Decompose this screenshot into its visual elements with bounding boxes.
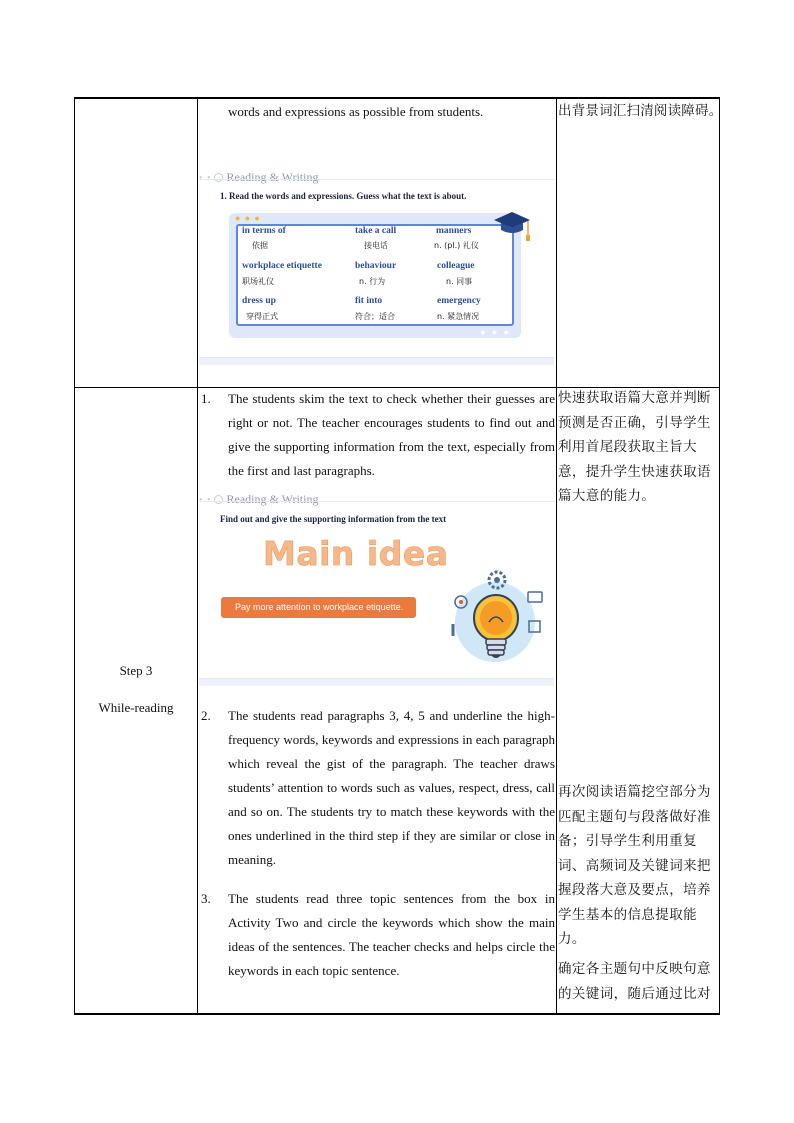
vocab-meaning: n. (pl.) 礼仪 bbox=[434, 241, 479, 250]
vocab-meaning: n. 紧急情况 bbox=[437, 312, 480, 321]
window-dots: ● ● ● bbox=[235, 213, 261, 223]
activity-number: 3. bbox=[201, 891, 211, 906]
window-dots: ● ● ● bbox=[480, 327, 511, 337]
column-divider-2 bbox=[556, 99, 557, 1013]
column-divider-1 bbox=[197, 99, 198, 1013]
lesson-plan-table bbox=[74, 97, 723, 1015]
circle-icon bbox=[214, 173, 223, 182]
vocabulary-box bbox=[229, 213, 521, 338]
step-name: While-reading bbox=[98, 700, 174, 715]
vocab-word: manners bbox=[436, 226, 472, 236]
vocab-meaning: 依据 bbox=[252, 241, 268, 250]
step-number: Step 3 bbox=[119, 663, 153, 678]
main-idea-answer: Pay more attention to workplace etiquette. bbox=[221, 597, 416, 618]
row1-notes: 出背景词汇扫清阅读障碍。 bbox=[558, 103, 723, 119]
vocabulary-slide bbox=[199, 172, 554, 365]
vocab-word: in terms of bbox=[242, 226, 286, 236]
vocab-meaning: 穿得正式 bbox=[246, 312, 278, 321]
slide-header: • • Reading & Writing bbox=[199, 494, 319, 506]
vocab-meaning: 职场礼仪 bbox=[242, 277, 274, 286]
slide-instruction: Find out and give the supporting information from the text bbox=[220, 514, 447, 524]
activity-text: The students skim the text to check whether their guesses are right or not. The teacher encourages students to find out and give the supporting information from the text, especially from the first and last paragraphs. bbox=[228, 391, 555, 478]
vocab-word: take a call bbox=[355, 226, 397, 236]
main-idea-title: Main idea bbox=[263, 534, 449, 573]
vocab-word: behaviour bbox=[355, 261, 397, 271]
vocab-meaning: 接电话 bbox=[364, 241, 388, 250]
main-idea-slide bbox=[199, 494, 554, 686]
vocab-meaning: n. 行为 bbox=[359, 277, 386, 286]
vocab-word: fit into bbox=[355, 296, 383, 306]
vocab-meaning: 符合；适合 bbox=[355, 312, 395, 321]
vocab-word: dress up bbox=[242, 296, 276, 306]
vocab-word: workplace etiquette bbox=[242, 261, 322, 271]
notes-paragraph-1: 快速获取语篇大意并判断预测是否正确，引导学生利用首尾段获取主旨大意，提升学生快速获取语篇大意的能力。 bbox=[558, 390, 711, 504]
notes-paragraph-2: 再次阅读语篇挖空部分为匹配主题句与段落做好准备；引导学生利用重复词、高频词及关键词来把握段落大意及要点，培养学生基本的信息提取能力。 bbox=[558, 784, 711, 947]
graduation-cap-icon bbox=[492, 208, 532, 244]
activity-text: The students read three topic sentences from the box in Activity Two and circle the keywords which show the main ideas of the sentences. The teacher checks and helps circle the keywords in each topic sentence. bbox=[228, 891, 555, 978]
notes-paragraph-3: 确定各主题句中反映句意的关键词，随后通过比对 bbox=[558, 961, 711, 1002]
row1-text: words and expressions as possible from students. bbox=[228, 104, 484, 119]
slide-instruction: 1. Read the words and expressions. Guess what the text is about. bbox=[220, 191, 467, 201]
vocab-meaning: n. 同事 bbox=[446, 277, 473, 286]
activity-number: 1. bbox=[201, 391, 211, 406]
activity-number: 2. bbox=[201, 708, 211, 723]
vocab-word: colleague bbox=[437, 261, 475, 271]
slide-header: • • Reading & Writing bbox=[199, 172, 319, 184]
activity-text: The students read paragraphs 3, 4, 5 and underline the high-frequency words, keywords and expressions in each paragraph which reveal the gist of the paragraph. The teacher draws students’ attention to words such as values, respect, dress, call and so on. The students try to match these keywords with the ones underlined in the third step if they are similar or close in meaning. bbox=[228, 708, 555, 867]
vocab-word: emergency bbox=[437, 296, 481, 306]
circle-icon bbox=[214, 495, 223, 504]
vocabulary-panel bbox=[236, 224, 514, 326]
lightbulb-icon bbox=[441, 566, 553, 674]
